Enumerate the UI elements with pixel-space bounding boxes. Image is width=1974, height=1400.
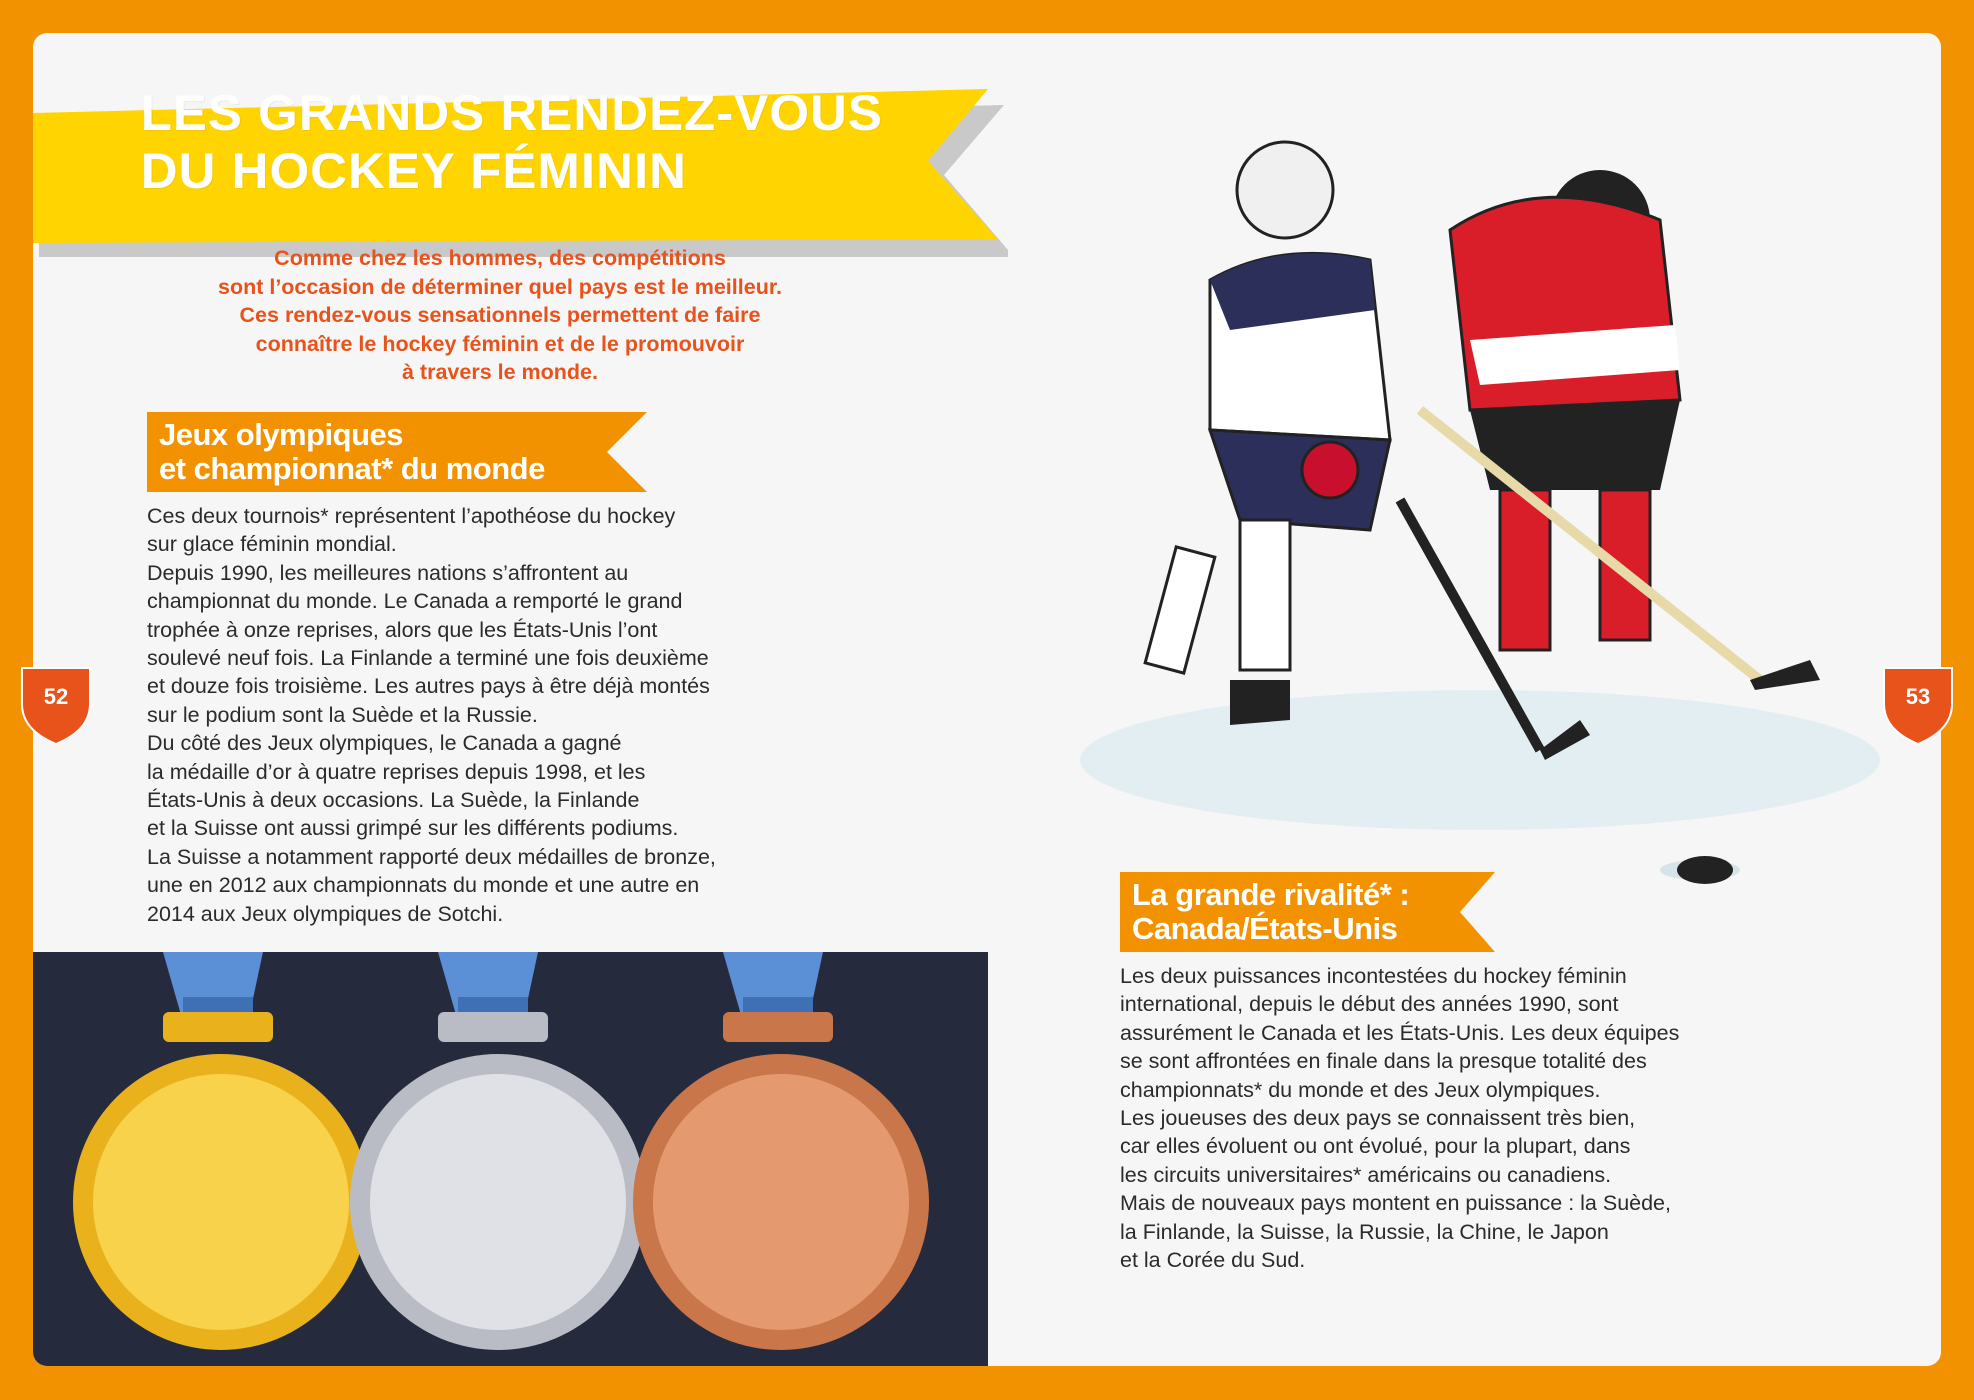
body-line: car elles évoluent ou ont évolué, pour la plupart, dans (1120, 1134, 1631, 1159)
body-line: Mais de nouveaux pays montent en puissance : la Suède, (1120, 1191, 1671, 1216)
body-line: international, depuis le début des années 1990, sont (1120, 992, 1619, 1017)
body-line: Du côté des Jeux olympiques, le Canada a gagné (147, 731, 622, 756)
canada-player (1400, 170, 1820, 760)
page-number: 52 (43, 684, 69, 709)
body-line: Depuis 1990, les meilleures nations s’affrontent au (147, 560, 629, 585)
heading-line: Canada/États-Unis (1132, 911, 1398, 946)
body-line: trophée à onze reprises, alors que les États-Unis l’ont (147, 617, 658, 642)
body-line: Les joueuses des deux pays se connaissent très bien, (1120, 1106, 1636, 1131)
body-line: la médaille d’or à quatre reprises depuis 1998, et les (147, 759, 646, 784)
page-title (141, 84, 883, 200)
intro-line: Comme chez les hommes, des compétitions (274, 246, 726, 270)
body-line: Les deux puissances incontestées du hockey féminin (1120, 964, 1627, 988)
body-line: championnat du monde. Le Canada a remporté le grand (147, 589, 683, 614)
section-heading-olympics (147, 412, 647, 492)
silver-medal-icon (350, 952, 646, 1350)
body-line: une en 2012 aux championnats du monde et une autre en (147, 873, 700, 898)
heading-line: et championnat* du monde (159, 451, 545, 486)
body-line: et la Corée du Sud. (1120, 1248, 1306, 1273)
body-line: Ces deux tournois* représentent l’apothéose du hockey (147, 504, 676, 528)
gold-medal-icon (73, 952, 369, 1350)
hockey-players-illustration (1060, 110, 1880, 910)
body-line: soulevé neuf fois. La Finlande a terminé une fois deuxième (147, 646, 709, 671)
usa-player (1145, 142, 1390, 725)
body-line: les circuits universitaires* américains ou canadiens. (1120, 1162, 1612, 1187)
intro-text (150, 244, 850, 387)
page-number-right (1880, 660, 1956, 746)
body-line: et douze fois troisième. Les autres pays à être déjà montés (147, 674, 710, 699)
title-line: LES GRANDS RENDEZ-VOUS (140, 85, 883, 141)
section-body-olympics (147, 502, 716, 928)
intro-line: sont l’occasion de déterminer quel pays est le meilleur. (218, 274, 782, 299)
page-number: 53 (1905, 684, 1931, 709)
body-line: championnats* du monde et des Jeux olympiques. (1120, 1077, 1601, 1102)
section-body-rivalry (1120, 962, 1679, 1274)
body-line: la Finlande, la Suisse, la Russie, la Chine, le Japon (1120, 1219, 1609, 1244)
section-heading-rivalry (1120, 872, 1495, 952)
heading-line: Jeux olympiques (159, 417, 404, 452)
page-number-left (18, 660, 94, 746)
body-line: 2014 aux Jeux olympiques de Sotchi. (147, 901, 504, 926)
puck-icon (1677, 856, 1733, 884)
intro-line: connaître le hockey féminin et de le promouvoir (255, 331, 745, 356)
body-line: États-Unis à deux occasions. La Suède, la Finlande (147, 788, 640, 813)
body-line: La Suisse a notamment rapporté deux médailles de bronze, (147, 844, 716, 869)
intro-line: à travers le monde. (402, 360, 598, 384)
body-line: se sont affrontées en finale dans la presque totalité des (1120, 1049, 1647, 1074)
body-line: sur le podium sont la Suède et la Russie. (147, 702, 538, 727)
bronze-medal-icon (633, 952, 929, 1350)
body-line: sur glace féminin mondial. (147, 532, 397, 557)
intro-line: Ces rendez-vous sensationnels permettent de faire (239, 303, 761, 327)
body-line: et la Suisse ont aussi grimpé sur les différents podiums. (147, 816, 679, 841)
title-line: DU HOCKEY FÉMININ (140, 143, 687, 199)
body-line: assurément le Canada et les États-Unis. Les deux équipes (1120, 1020, 1680, 1045)
heading-line: La grande rivalité* : (1132, 877, 1410, 912)
medals-illustration (33, 952, 988, 1366)
